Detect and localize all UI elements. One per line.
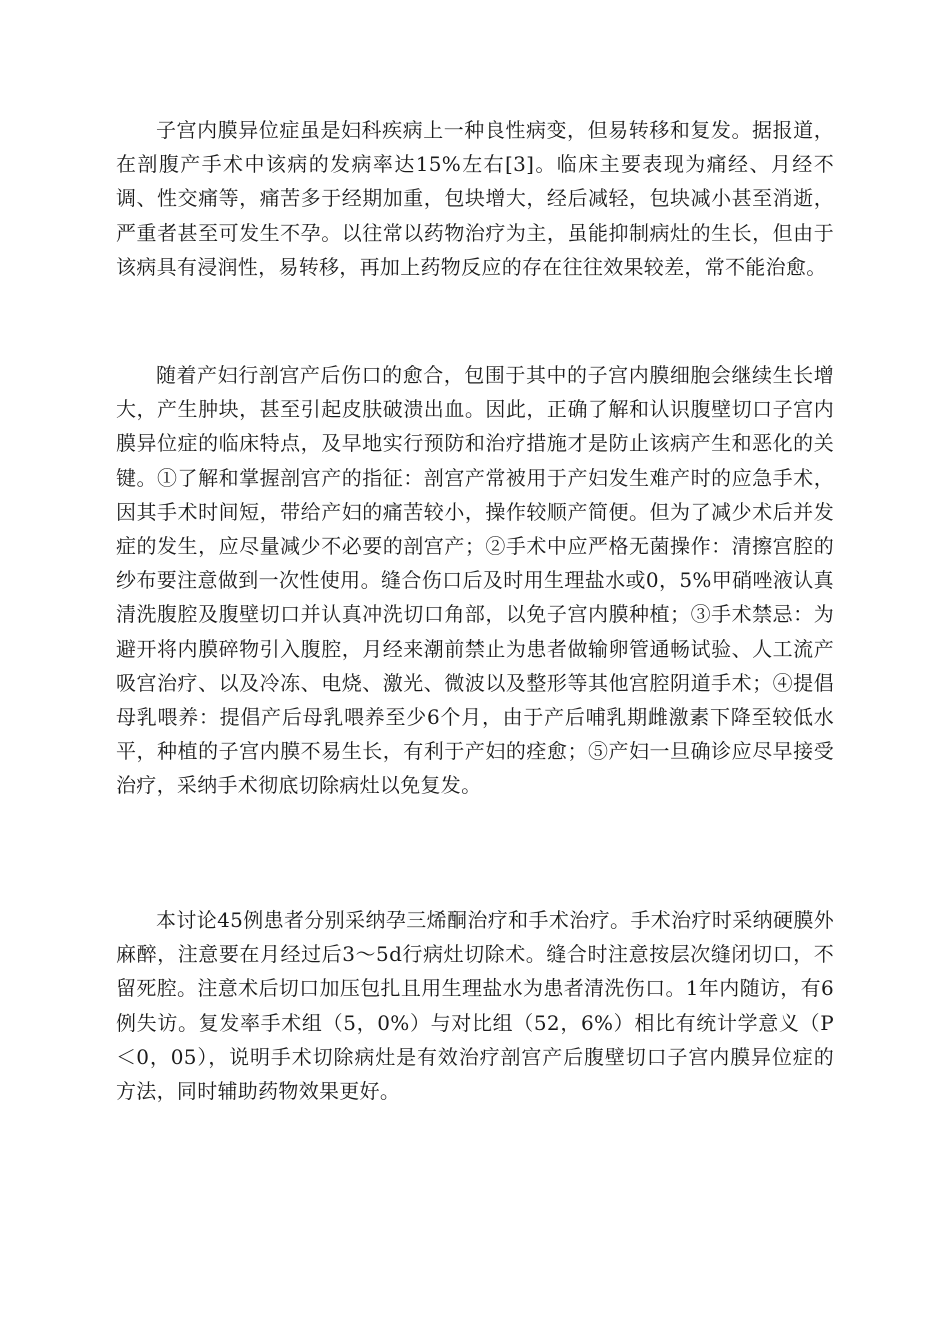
paragraph-1: 子宫内膜异位症虽是妇科疾病上一种良性病变，但易转移和复发。据报道，在剖腹产手术中该病的发病率达15%左右[3]。临床主要表现为痛经、月经不调、性交痛等，痛苦多于经期加重，包块增大，经后减轻，包块减小甚至消逝，严重者甚至可发生不孕。以往常以药物治疗为主，虽能抑制病灶的生长，但由于该病具有浸润性，易转移，再加上药物反应的存在往往效果较差，常不能治愈。 [116, 118, 834, 279]
paragraph-3: 本讨论45例患者分别采纳孕三烯酮治疗和手术治疗。手术治疗时采纳硬膜外麻醉，注意要在月经过后3～5d行病灶切除术。缝合时注意按层次缝闭切口，不留死腔。注意术后切口加压包扎且用生理盐水为患者清洗伤口。1年内随访，有6例失访。复发率手术组（5，0%）与对比组（52，6%）相比有统计学意义（P＜0，05），说明手术切除病灶是有效治疗剖宫产后腹壁切口子宫内膜异位症的方法，同时辅助药物效果更好。 [116, 908, 834, 1104]
paragraph-2: 随着产妇行剖宫产后伤口的愈合，包围于其中的子宫内膜细胞会继续生长增大，产生肿块，甚至引起皮肤破溃出血。因此，正确了解和认识腹壁切口子宫内膜异位症的临床特点，及早地实行预防和治疗措施才是防止该病产生和恶化的关键。①了解和掌握剖宫产的指征：剖宫产常被用于产妇发生难产时的应急手术，因其手术时间短，带给产妇的痛苦较小，操作较顺产简便。但为了减少术后并发症的发生，应尽量减少不必要的剖宫产；②手术中应严格无菌操作：清擦宫腔的纱布要注意做到一次性使用。缝合伤口后及时用生理盐水或0，5%甲硝唑液认真清洗腹腔及腹壁切口并认真冲洗切口角部，以免子宫内膜种植；③手术禁忌：为避开将内膜碎物引入腹腔，月经来潮前禁止为患者做输卵管通畅试验、人工流产吸宫治疗、以及冷冻、电烧、激光、微波以及整形等其他宫腔阴道手术；④提倡母乳喂养：提倡产后母乳喂养至少6个月，由于产后哺乳期雌激素下降至较低水平，种植的子宫内膜不易生长，有利于产妇的痊愈；⑤产妇一旦确诊应尽早接受治疗，采纳手术彻底切除病灶以免复发。 [116, 363, 834, 798]
